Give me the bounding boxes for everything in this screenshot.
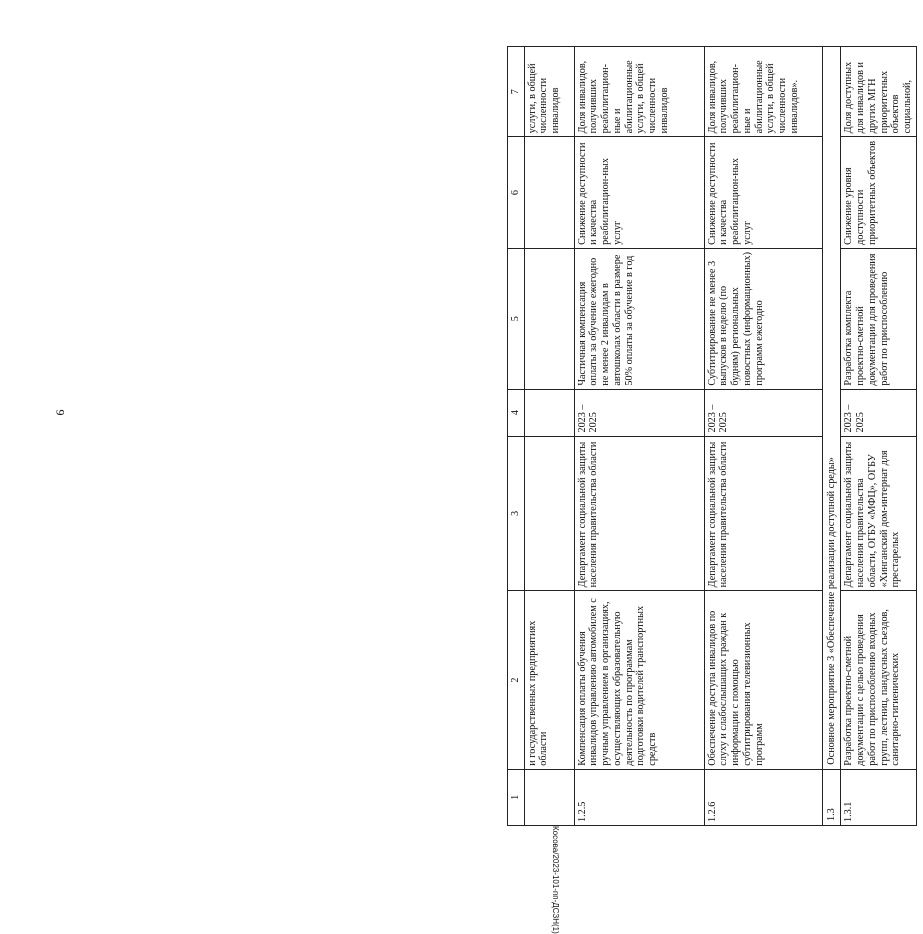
rotated-page-content (507, 46, 923, 826)
section-title: Основное мероприятие 3 «Обеспечение реализации доступной среды» (822, 47, 841, 770)
expected-result: Разработка комплекта проектно-сметной документации для проведения работ по приспособлению (841, 248, 916, 389)
header-cell: 7 (508, 47, 525, 137)
non-implementation-effect: Снижение уровня доступности приоритетных объектов (841, 137, 916, 248)
period: 2023 – 2025 (841, 389, 916, 436)
expected-result: Частичная компенсация оплаты за обучение ежегодно не менее 2 инвалидам в автошколах области в размере 50% оплаты за обучение в год (574, 248, 704, 389)
table-row (841, 47, 916, 826)
header-cell: 5 (508, 248, 525, 389)
period: 2023 – 2025 (704, 389, 822, 436)
table-row (704, 47, 822, 826)
row-number: 1.2.6 (704, 769, 822, 825)
measure-name: Разработка проектно-сметной документации с целью проведения работ по приспособлению входных групп, лестниц, пандусных съездов, санитарно-гигиенических (841, 591, 916, 769)
indicator: Доля инвалидов, получивших реабилитацион-ные и абилитационные услуги, в общей численности инвалидов». (704, 47, 822, 137)
indicator: Доля доступных для инвалидов и других МГН приоритетных объектов социальной, (841, 47, 916, 137)
section-row (822, 47, 841, 826)
indicator: услуги, в общей численности инвалидов (524, 47, 574, 137)
non-implementation-effect (524, 137, 574, 248)
executor: Департамент социальной защиты населения правительства области (574, 436, 704, 591)
header-row (508, 47, 525, 826)
non-implementation-effect: Снижение доступности и качества реабилитацион-ных услуг (574, 137, 704, 248)
measure-name: и государственных предприятиях области (524, 591, 574, 769)
executor: Департамент социальной защиты населения правительства области (704, 436, 822, 591)
measures-table (507, 46, 917, 826)
executor (524, 436, 574, 591)
expected-result: Субтитрирование не менее 3 выпусков в неделю (по будням) региональных новостных (информационных) программ ежегодно (704, 248, 822, 389)
indicator: Доля инвалидов, получивших реабилитацион-ные и абилитационные услуги, в общей численности инвалидов (574, 47, 704, 137)
header-cell: 2 (508, 591, 525, 769)
row-number: 1.2.5 (574, 769, 704, 825)
period (524, 389, 574, 436)
row-number: 1.3.1 (841, 769, 916, 825)
table-row (574, 47, 704, 826)
table-row (524, 47, 574, 826)
header-cell: 6 (508, 137, 525, 248)
header-cell: 3 (508, 436, 525, 591)
document-code-footer: Косова/2023-101-пп-ДСЗН(1) (551, 826, 560, 934)
measure-name: Компенсация оплаты обучения инвалидов управлению автомобилем с ручным управлением в организациях, осуществляющих образовательную деятельность по программам подготовки водителей транспортных средств (574, 591, 704, 769)
section-number: 1.3 (822, 769, 841, 825)
period: 2023 – 2025 (574, 389, 704, 436)
header-cell: 4 (508, 389, 525, 436)
non-implementation-effect: Снижение доступности и качества реабилитацион-ных услуг (704, 137, 822, 248)
page-number: 9 (53, 409, 68, 416)
expected-result (524, 248, 574, 389)
measure-name: Обеспечение доступа инвалидов по слуху и слабослышащих граждан к информации с помощью субтитрирования телевизионных программ (704, 591, 822, 769)
executor: Департамент социальной защиты населения правительства области, ОГБУ «МФЦ», ОГБУ «Хинганский дом-интернат для престарелых (841, 436, 916, 591)
header-cell: 1 (508, 769, 525, 825)
row-number (524, 769, 574, 825)
